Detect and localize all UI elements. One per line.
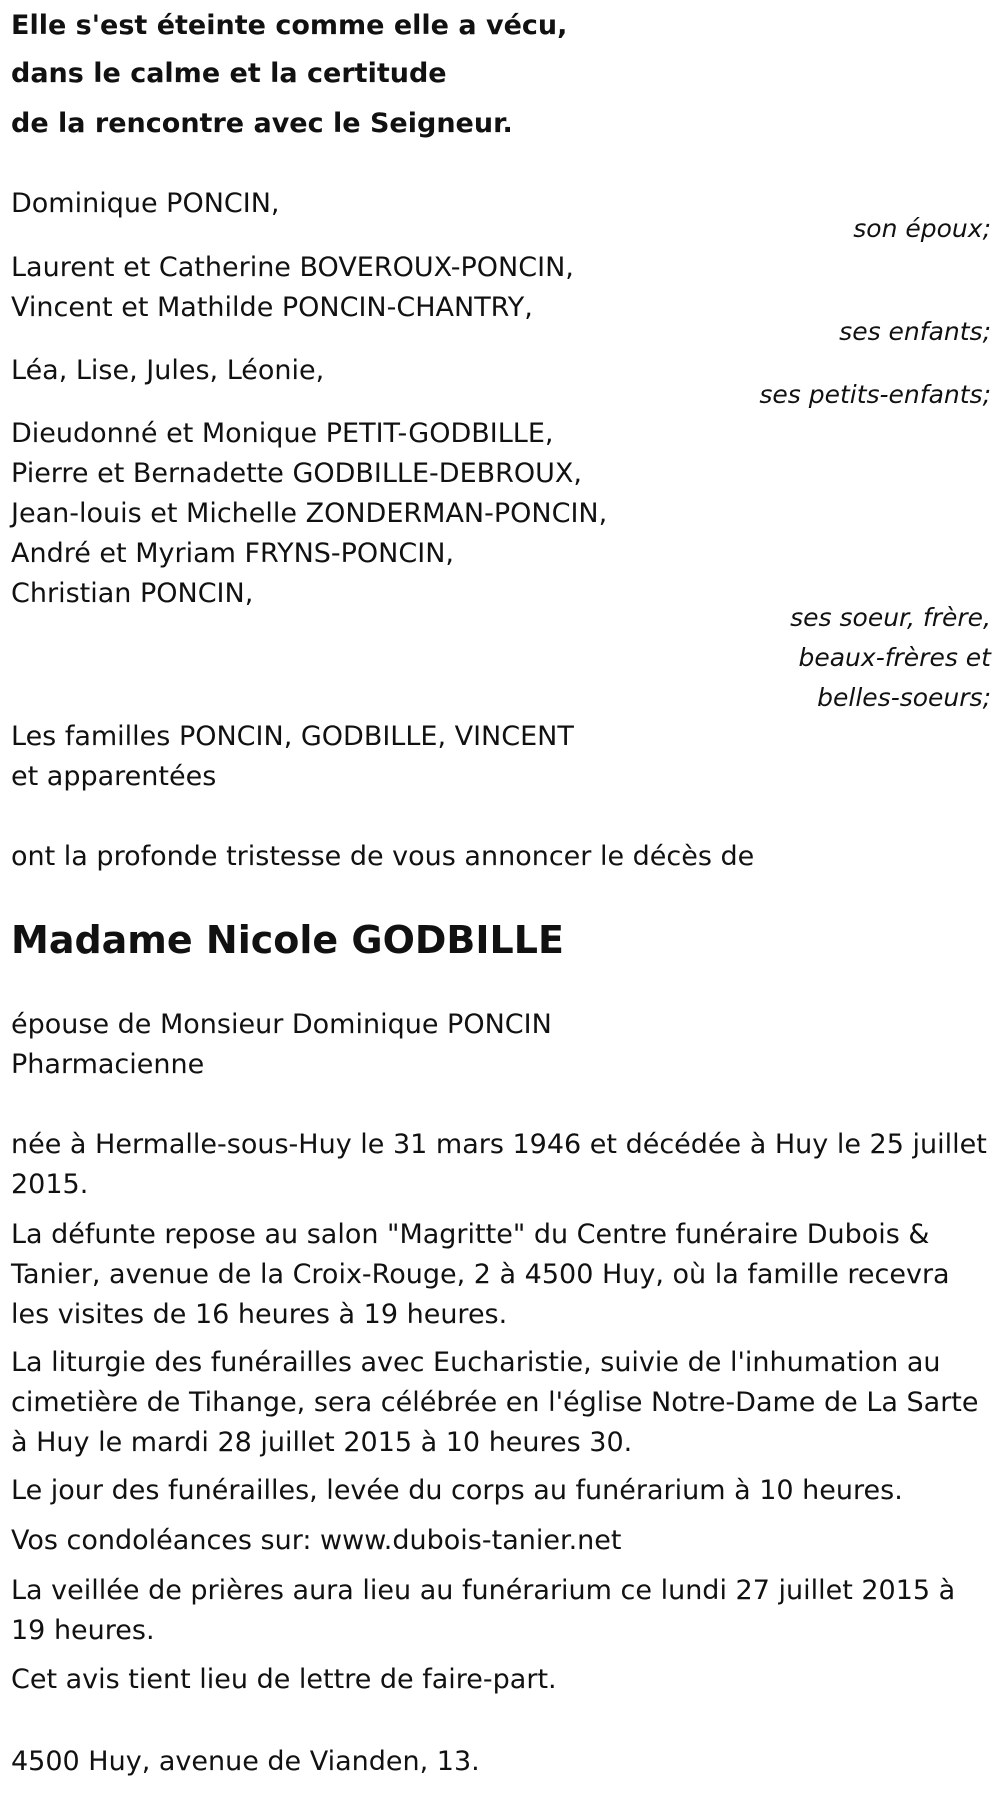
siblings-role-line-2: beaux-frères et <box>798 643 991 672</box>
funeral-day-paragraph: Le jour des funérailles, levée du corps au funérarium à 10 heures. <box>11 1475 903 1506</box>
deceased-name: Madame Nicole GODBILLE <box>11 918 564 962</box>
children-role: ses enfants; <box>839 317 991 346</box>
deceased-profession: Pharmacienne <box>11 1049 205 1080</box>
rest-location-paragraph: La défunte repose au salon "Magritte" du Centre funéraire Dubois & Tanier, avenue de la Croix-Rouge, 2 à 4500 Huy, où la famille recevra les visites de 16 heures à 19 heures. <box>11 1219 950 1330</box>
child-line-1: Laurent et Catherine BOVEROUX-PONCIN, <box>11 252 574 283</box>
vigil-paragraph: La veillée de prières aura lieu au funérarium ce lundi 27 juillet 2015 à 19 heures. <box>11 1575 956 1646</box>
families-line-1: Les familles PONCIN, GODBILLE, VINCENT <box>11 721 574 752</box>
siblings-role-line-1: ses soeur, frère, <box>790 603 991 632</box>
announcement-text: ont la profonde tristesse de vous annoncer le décès de <box>11 841 755 872</box>
grandchildren-names: Léa, Lise, Jules, Léonie, <box>11 355 325 386</box>
deceased-spouse-line: épouse de Monsieur Dominique PONCIN <box>11 1009 552 1040</box>
siblings-role-line-3: belles-soeurs; <box>817 683 991 712</box>
intro-line-2: dans le calme et la certitude <box>11 58 447 89</box>
spouse-name: Dominique PONCIN, <box>11 188 280 219</box>
grandchildren-role: ses petits-enfants; <box>759 380 991 409</box>
sibling-line-1: Dieudonné et Monique PETIT-GODBILLE, <box>11 418 554 449</box>
sibling-line-3: Jean-louis et Michelle ZONDERMAN-PONCIN, <box>11 498 608 529</box>
spouse-role: son époux; <box>853 214 991 243</box>
intro-line-1: Elle s'est éteinte comme elle a vécu, <box>11 10 568 41</box>
liturgy-paragraph: La liturgie des funérailles avec Eucharistie, suivie de l'inhumation au cimetière de Tihange, sera célébrée en l'église Notre-Dame de La Sarte à Huy le mardi 28 juillet 2015 à 10 heures 30. <box>11 1347 979 1458</box>
address-line: 4500 Huy, avenue de Vianden, 13. <box>11 1746 480 1777</box>
families-line-2: et apparentées <box>11 761 217 792</box>
birth-death-paragraph: née à Hermalle-sous-Huy le 31 mars 1946 et décédée à Huy le 25 juillet 2015. <box>11 1129 987 1200</box>
notice-paragraph: Cet avis tient lieu de lettre de faire-part. <box>11 1664 557 1695</box>
sibling-line-4: André et Myriam FRYNS-PONCIN, <box>11 538 454 569</box>
sibling-line-2: Pierre et Bernadette GODBILLE-DEBROUX, <box>11 458 583 489</box>
sibling-line-5: Christian PONCIN, <box>11 578 254 609</box>
child-line-2: Vincent et Mathilde PONCIN-CHANTRY, <box>11 292 533 323</box>
condolences-paragraph: Vos condoléances sur: www.dubois-tanier.net <box>11 1525 622 1556</box>
intro-line-3: de la rencontre avec le Seigneur. <box>11 108 513 139</box>
